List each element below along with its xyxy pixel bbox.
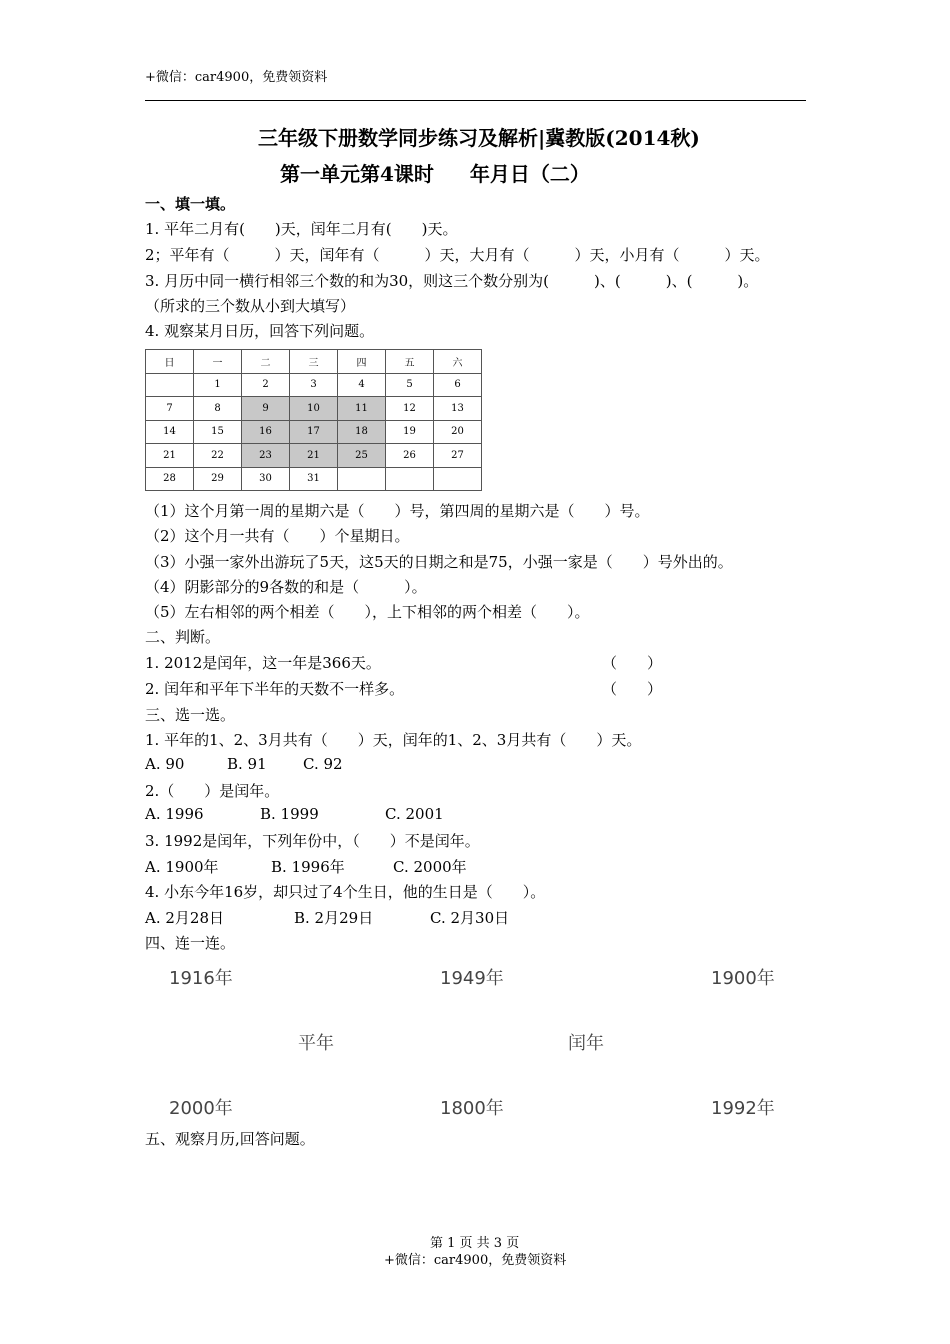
s3-question-1: 1. 平年的1、2、3月共有（ ）天，闰年的1、2、3月共有（ ）天。: [145, 731, 642, 749]
s3-q1-option-c: C. 92: [303, 755, 343, 773]
calendar-header: 日: [146, 350, 194, 374]
year-1949: 1949年: [440, 968, 504, 989]
calendar-cell: [146, 373, 194, 397]
calendar-cell: 31: [290, 467, 338, 491]
lesson-title: [280, 158, 590, 187]
calendar-row: [146, 420, 482, 444]
calendar-cell: 22: [194, 444, 242, 468]
calendar-header: 五: [386, 350, 434, 374]
year-1992: 1992年: [711, 1098, 775, 1119]
calendar-cell-shaded: 11: [338, 397, 386, 421]
s1-sub-4: （4）阴影部分的9各数的和是（ ）。: [145, 578, 427, 596]
calendar-cell: [434, 467, 482, 491]
s3-q3-option-c: C. 2000年: [393, 858, 467, 876]
s3-q1-option-b: B. 91: [227, 755, 267, 773]
calendar-cell: 29: [194, 467, 242, 491]
category-common-year: 平年: [298, 1033, 334, 1054]
calendar-cell: [338, 467, 386, 491]
calendar-cell-shaded: 23: [242, 444, 290, 468]
calendar-cell-shaded: 25: [338, 444, 386, 468]
s1-sub-5: （5）左右相邻的两个相差（ ），上下相邻的两个相差（ ）。: [145, 603, 590, 621]
footer-watermark: +微信：car4900，免费领资料: [384, 1253, 567, 1268]
s1-sub-1: （1）这个月第一周的星期六是（ ）号，第四周的星期六是（ ）号。: [145, 502, 650, 520]
calendar-cell-shaded: 18: [338, 420, 386, 444]
s1-question-2: 2；平年有（ ）天，闰年有（ ）天，大月有（ ）天，小月有（ ）天。: [145, 246, 770, 264]
calendar-cell: [386, 467, 434, 491]
calendar-cell-shaded: 10: [290, 397, 338, 421]
calendar-cell: 13: [434, 397, 482, 421]
s2-question-1: 1. 2012是闰年，这一年是366天。: [145, 654, 381, 672]
category-leap-year: 闰年: [568, 1033, 604, 1054]
s3-q1-option-a: A. 90: [145, 755, 185, 773]
s1-sub-3: （3）小强一家外出游玩了5天，这5天的日期之和是75，小强一家是（ ）号外出的。: [145, 553, 733, 571]
year-1800: 1800年: [440, 1098, 504, 1119]
calendar-cell: 15: [194, 420, 242, 444]
s3-question-2: 2.（ ）是闰年。: [145, 782, 280, 800]
calendar-row: [146, 373, 482, 397]
s2-answer-paren-2: （ ）: [602, 680, 663, 698]
s1-question-3-note: （所求的三个数从小到大填写）: [145, 297, 356, 315]
s3-q2-option-a: A. 1996: [145, 805, 204, 823]
s2-answer-paren-1: （ ）: [602, 654, 663, 672]
calendar-cell: 8: [194, 397, 242, 421]
s1-sub-2: （2）这个月一共有（ ）个星期日。: [145, 527, 410, 545]
lesson-topic: 年月日（二）: [469, 162, 590, 186]
s2-question-2: 2. 闰年和平年下半年的天数不一样多。: [145, 680, 405, 698]
s1-question-3: 3. 月历中同一横行相邻三个数的和为30，则这三个数分别为( )、( )、( )。: [145, 272, 759, 290]
header-rule: [145, 100, 806, 101]
calendar-cell: 19: [386, 420, 434, 444]
s1-question-4: 4. 观察某月日历，回答下列问题。: [145, 322, 375, 340]
calendar-header: 一: [194, 350, 242, 374]
year-2000: 2000年: [169, 1098, 233, 1119]
page-number: 第 1 页 共 3 页: [430, 1236, 520, 1251]
section1-heading: 一、填一填。: [145, 195, 236, 213]
section2-heading: 二、判断。: [145, 628, 221, 646]
calendar-cell: 7: [146, 397, 194, 421]
calendar-cell: 3: [290, 373, 338, 397]
calendar-cell-shaded: 21: [290, 444, 338, 468]
calendar-cell: 30: [242, 467, 290, 491]
lesson-unit: 第一单元第4课时: [280, 162, 434, 186]
calendar-cell-shaded: 16: [242, 420, 290, 444]
calendar-cell: 12: [386, 397, 434, 421]
calendar-cell: 1: [194, 373, 242, 397]
calendar-header: 三: [290, 350, 338, 374]
s3-q4-option-a: A. 2月28日: [145, 909, 224, 927]
section5-heading: 五、观察月历,回答问题。: [145, 1130, 315, 1148]
s3-q4-option-b: B. 2月29日: [294, 909, 374, 927]
calendar-cell: 26: [386, 444, 434, 468]
s3-q2-option-b: B. 1999: [260, 805, 319, 823]
calendar-cell: 5: [386, 373, 434, 397]
calendar-header: 四: [338, 350, 386, 374]
s3-q4-option-c: C. 2月30日: [430, 909, 510, 927]
section4-heading: 四、连一连。: [145, 934, 236, 952]
calendar-cell: 21: [146, 444, 194, 468]
calendar-header: 六: [434, 350, 482, 374]
year-1916: 1916年: [169, 968, 233, 989]
calendar-cell: 14: [146, 420, 194, 444]
section3-heading: 三、选一选。: [145, 706, 236, 724]
calendar-cell: 27: [434, 444, 482, 468]
calendar-cell: 4: [338, 373, 386, 397]
document-title: 三年级下册数学同步练习及解析|冀教版(2014秋): [258, 126, 700, 150]
calendar-header-row: [146, 350, 482, 374]
calendar-cell: 28: [146, 467, 194, 491]
calendar-cell: 20: [434, 420, 482, 444]
calendar-row: [146, 397, 482, 421]
s3-question-3: 3. 1992是闰年，下列年份中，（ ）不是闰年。: [145, 832, 480, 850]
s3-q2-option-c: C. 2001: [385, 805, 444, 823]
calendar-cell-shaded: 9: [242, 397, 290, 421]
calendar-cell: 6: [434, 373, 482, 397]
s3-q3-option-b: B. 1996年: [271, 858, 345, 876]
calendar-cell-shaded: 17: [290, 420, 338, 444]
calendar-table: [145, 349, 482, 491]
s1-question-1: 1. 平年二月有( )天，闰年二月有( )天。: [145, 220, 458, 238]
calendar-header: 二: [242, 350, 290, 374]
calendar-cell: 2: [242, 373, 290, 397]
year-1900: 1900年: [711, 968, 775, 989]
calendar-row: [146, 467, 482, 491]
header-watermark: +微信：car4900，免费领资料: [145, 70, 328, 85]
s3-question-4: 4. 小东今年16岁，却只过了4个生日，他的生日是（ ）。: [145, 883, 546, 901]
s3-q3-option-a: A. 1900年: [145, 858, 219, 876]
calendar-row: [146, 444, 482, 468]
